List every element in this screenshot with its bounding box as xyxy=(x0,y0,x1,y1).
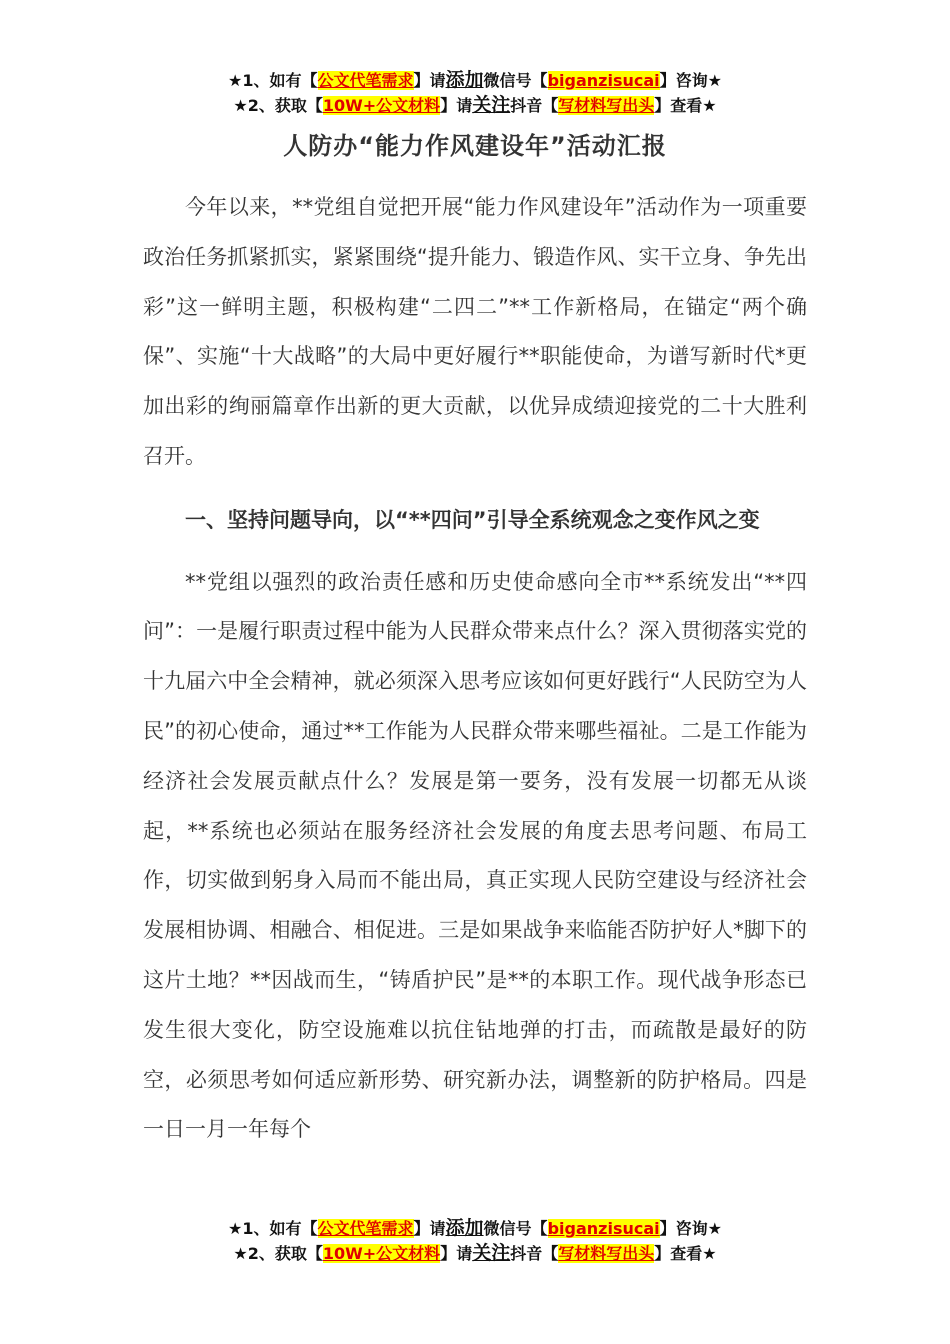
banner-text: ★2、获取【 xyxy=(233,96,323,115)
intro-paragraph: 今年以来，**党组自觉把开展“能力作风建设年”活动作为一项重要政治任务抓紧抓实，紧紧围绕“提升能力、锻造作风、实干立身、争先出彩”这一鲜明主题，积极构建“二四二”**工作新格局，在锚定“两个确保”、实施“十大战略”的大局中更好履行**职能使命，为谱写新时代*更加出彩的绚丽篇章作出新的更大贡献，以优异成绩迎接党的二十大胜利召开。 xyxy=(143,195,807,468)
highlight-douyin-id: 写材料写出头 xyxy=(558,96,655,115)
banner-line-2 xyxy=(0,1241,950,1266)
banner-text: 抖音【 xyxy=(510,1244,559,1263)
banner-text: 】查看★ xyxy=(654,1244,717,1263)
banner-text: 微信号【 xyxy=(483,1219,548,1238)
highlight-douyin-id: 写材料写出头 xyxy=(558,1244,655,1263)
banner-text: 微信号【 xyxy=(483,71,548,90)
footer-banner xyxy=(0,1216,950,1266)
section-heading: 一、坚持问题导向，以“**四问”引导全系统观念之变作风之变 xyxy=(185,507,760,532)
banner-text: ★1、如有【 xyxy=(228,71,318,90)
banner-text: 】请 xyxy=(413,1219,446,1238)
banner-text: 】咨询★ xyxy=(659,1219,722,1238)
emphasis-text: 添加 xyxy=(445,69,484,91)
banner-text: ★1、如有【 xyxy=(228,1219,318,1238)
banner-text: 】请 xyxy=(440,96,473,115)
banner-text: ★2、获取【 xyxy=(233,1244,323,1263)
banner-line-1 xyxy=(0,68,950,93)
emphasis-text: 关注 xyxy=(472,1242,511,1264)
highlight-service: 公文代笔需求 xyxy=(317,71,414,90)
highlight-materials: 10W+公文材料 xyxy=(322,1244,441,1263)
document-body xyxy=(143,183,807,1155)
highlight-wechat-id: biganzisucai xyxy=(547,1219,660,1238)
emphasis-text: 添加 xyxy=(445,1217,484,1239)
document-title: 人防办“能力作风建设年”活动汇报 xyxy=(283,132,667,160)
banner-line-2 xyxy=(0,93,950,118)
highlight-wechat-id: biganzisucai xyxy=(547,71,660,90)
banner-text: 】咨询★ xyxy=(659,71,722,90)
banner-text: 】请 xyxy=(440,1244,473,1263)
body-paragraph: **党组以强烈的政治责任感和历史使命感向全市**系统发出“**四问”：一是履行职责过程中能为人民群众带来点什么？深入贯彻落实党的十九届六中全会精神，就必须深入思考应该如何更好践行“人民防空为人民”的初心使命，通过**工作能为人民群众带来哪些福祉。二是工作能为经济社会发展贡献点什么？发展是第一要务，没有发展一切都无从谈起，**系统也必须站在服务经济社会发展的角度去思考问题、布局工作，切实做到躬身入局而不能出局，真正实现人民防空建设与经济社会发展相协调、相融合、相促进。三是如果战争来临能否防护好人*脚下的这片土地？**因战而生，“铸盾护民”是**的本职工作。现代战争形态已发生很大变化，防空设施难以抗住钻地弹的打击，而疏散是最好的防空，必须思考如何适应新形势、研究新办法，调整新的防护格局。四是一日一月一年每个 xyxy=(143,569,807,1142)
highlight-service: 公文代笔需求 xyxy=(317,1219,414,1238)
banner-text: 抖音【 xyxy=(510,96,559,115)
emphasis-text: 关注 xyxy=(472,94,511,116)
banner-line-1 xyxy=(0,1216,950,1241)
header-banner xyxy=(0,68,950,118)
banner-text: 】查看★ xyxy=(654,96,717,115)
banner-text: 】请 xyxy=(413,71,446,90)
highlight-materials: 10W+公文材料 xyxy=(322,96,441,115)
